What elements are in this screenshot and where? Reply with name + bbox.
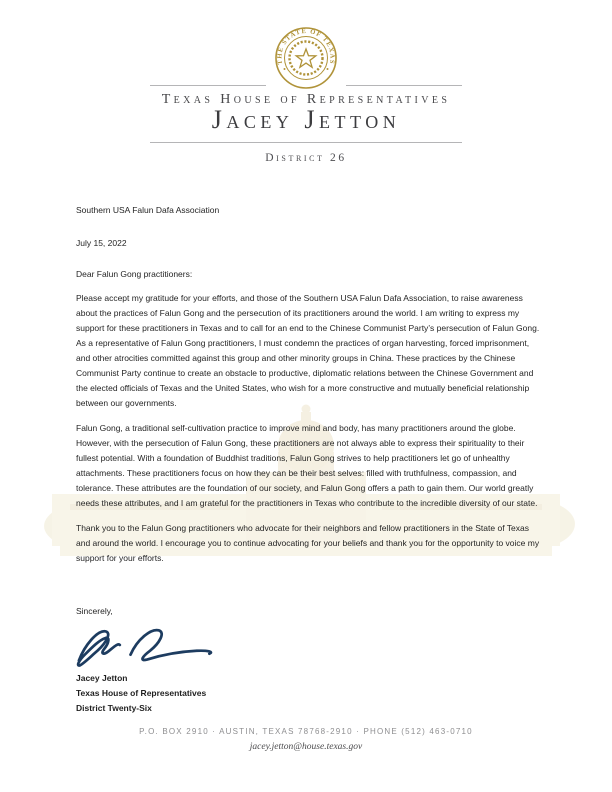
paragraph-3: Thank you to the Falun Gong practitioners who advocate for their neighbors and fellow practitioners in the State of Texas and around the world. I encourage you to continue advocating for your beliefs and thank you for the opportunity to voice my support for your efforts. <box>76 523 540 563</box>
closing-line: Sincerely, <box>76 606 113 616</box>
recipient-line: Southern USA Falun Dafa Association <box>76 205 220 215</box>
seal-caption: THE STATE OF TEXAS <box>276 27 336 66</box>
texas-state-seal-icon <box>274 26 338 90</box>
footer-address: P.O. BOX 2910 · AUSTIN, TEXAS 78768-2910 · PHONE (512) 463-0710 <box>139 727 473 736</box>
signature-district: District Twenty-Six <box>76 703 152 713</box>
signature-title: Texas House of Representatives <box>76 688 207 698</box>
date-line: July 15, 2022 <box>76 238 127 248</box>
paragraph-1: Please accept my gratitude for your efforts, and those of the Southern USA Falun Dafa Association, to raise awareness about the practices of Falun Gong and the persecution of its practitioners around the world. I am writing to express my support for these practitioners in Texas and to call for an end to the Chinese Communist Party’s persecution of Falun Gong. As a representative of Falun Gong practitioners, I must condemn the practices of organ harvesting, forced imprisonment, and other atrocities committed against this group and other minority groups in China. These practices by the Chinese Communist Party continue to create an obstacle to productive, diplomatic relations between the Chinese Government and the elected officials of Texas and the United States, who wish for a more constructive and mutually beneficial relationship between our governments. <box>76 293 540 408</box>
signature-block <box>76 671 206 716</box>
letterhead-organization: Texas House of Representatives <box>161 92 451 107</box>
paragraph-2: Falun Gong, a traditional self-cultivation practice to improve mind and body, has many practitioners around the globe. However, with the persecution of Falun Gong, these practitioners are not always able to express their spirituality to their fullest potential. With a foundation of Buddhist traditions, Falun Gong strives to help practitioners let go of unhealthy attachments. These practitioners focus on how they can be their best selves: filled with truthfulness, compassion, and tolerance. These attributes are the foundation of our society, and Falun Gong offers a path to gain them. Our world greatly needs these attributes, and I am grateful for the practitioners in Texas who contribute to the incredible diversity of our state. <box>76 423 538 508</box>
letterhead-district: District 26 <box>265 152 347 164</box>
footer-email: jacey.jetton@house.texas.gov <box>249 742 363 752</box>
header-rule-bottom <box>150 142 462 143</box>
salutation-line: Dear Falun Gong practitioners: <box>76 269 193 279</box>
letter-paragraphs <box>76 291 540 576</box>
header-rule-right <box>346 85 462 86</box>
signature-name: Jacey Jetton <box>76 673 128 683</box>
letterhead-name: Jacey Jetton <box>211 105 401 134</box>
header-rule-left <box>150 85 266 86</box>
jacey-jetton-signature <box>76 619 222 667</box>
